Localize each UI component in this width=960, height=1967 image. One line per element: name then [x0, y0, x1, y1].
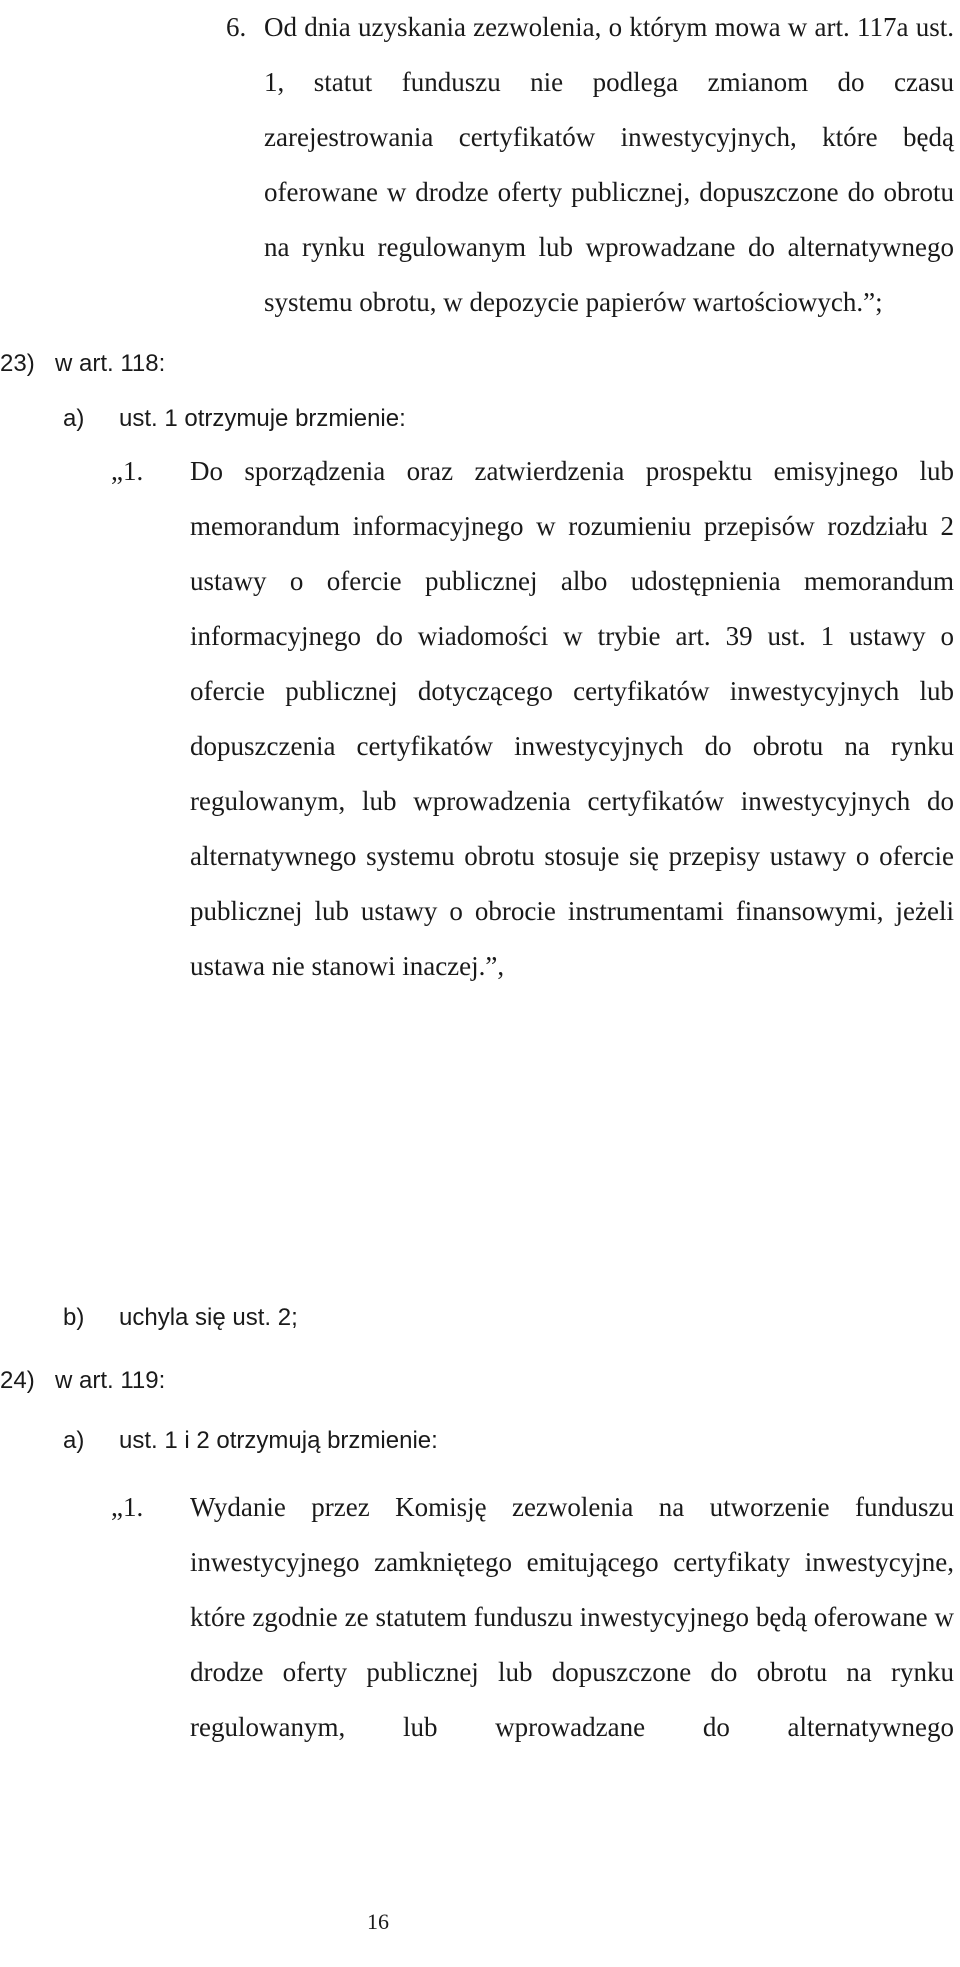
item-23-number: 23) — [0, 350, 35, 377]
page-number: 16 — [367, 1909, 389, 1934]
item-23-a-letter: a) — [63, 405, 85, 432]
item-23-quote-number: „1. — [111, 456, 144, 486]
item-6-number: 6. — [226, 12, 247, 42]
item-24-number: 24) — [0, 1367, 35, 1394]
item-24-a-letter: a) — [63, 1427, 85, 1454]
item-24-quote-number: „1. — [111, 1492, 144, 1522]
item-23-heading: w art. 118: — [55, 350, 166, 377]
item-23-b-text: uchyla się ust. 2; — [119, 1304, 298, 1331]
item-24-heading: w art. 119: — [55, 1367, 166, 1394]
item-24-quote-text: Wydanie przez Komisję zezwolenia na utworzenie funduszu inwestycyjnego zamkniętego emitującego certyfikaty inwestycyjne, które zgodnie ze statutem funduszu inwestycyjnego będą oferowane w drodze oferty publicznej lub dopuszczone do obrotu na rynku regulowanym, lub wprowadzane do alternatywnego — [190, 1492, 954, 1742]
item-6-text: Od dnia uzyskania zezwolenia, o którym mowa w art. 117a ust. 1, statut funduszu nie podlega zmianom do czasu zarejestrowania certyfikatów inwestycyjnych, które będą oferowane w drodze oferty publicznej, dopuszczone do obrotu na rynku regulowanym lub wprowadzane do alternatywnego systemu obrotu, w depozycie papierów wartościowych.”; — [264, 12, 954, 317]
item-23-a-text: ust. 1 otrzymuje brzmienie: — [119, 405, 406, 432]
item-23-b-letter: b) — [63, 1304, 85, 1331]
item-23-quote-text: Do sporządzenia oraz zatwierdzenia prospektu emisyjnego lub memorandum informacyjnego w rozumieniu przepisów rozdziału 2 ustawy o ofercie publicznej albo udostępnienia memorandum informacyjnego do wiadomości w trybie art. 39 ust. 1 ustawy o ofercie publicznej dotyczącego certyfikatów inwestycyjnych lub dopuszczenia certyfikatów inwestycyjnych do obrotu na rynku regulowanym, lub wprowadzenia certyfikatów inwestycyjnych do alternatywnego systemu obrotu stosuje się przepisy ustawy o ofercie publicznej lub ustawy o obrocie instrumentami finansowymi, jeżeli ustawa nie stanowi inaczej.”, — [190, 456, 954, 981]
item-24-a-text: ust. 1 i 2 otrzymują brzmienie: — [119, 1427, 438, 1454]
